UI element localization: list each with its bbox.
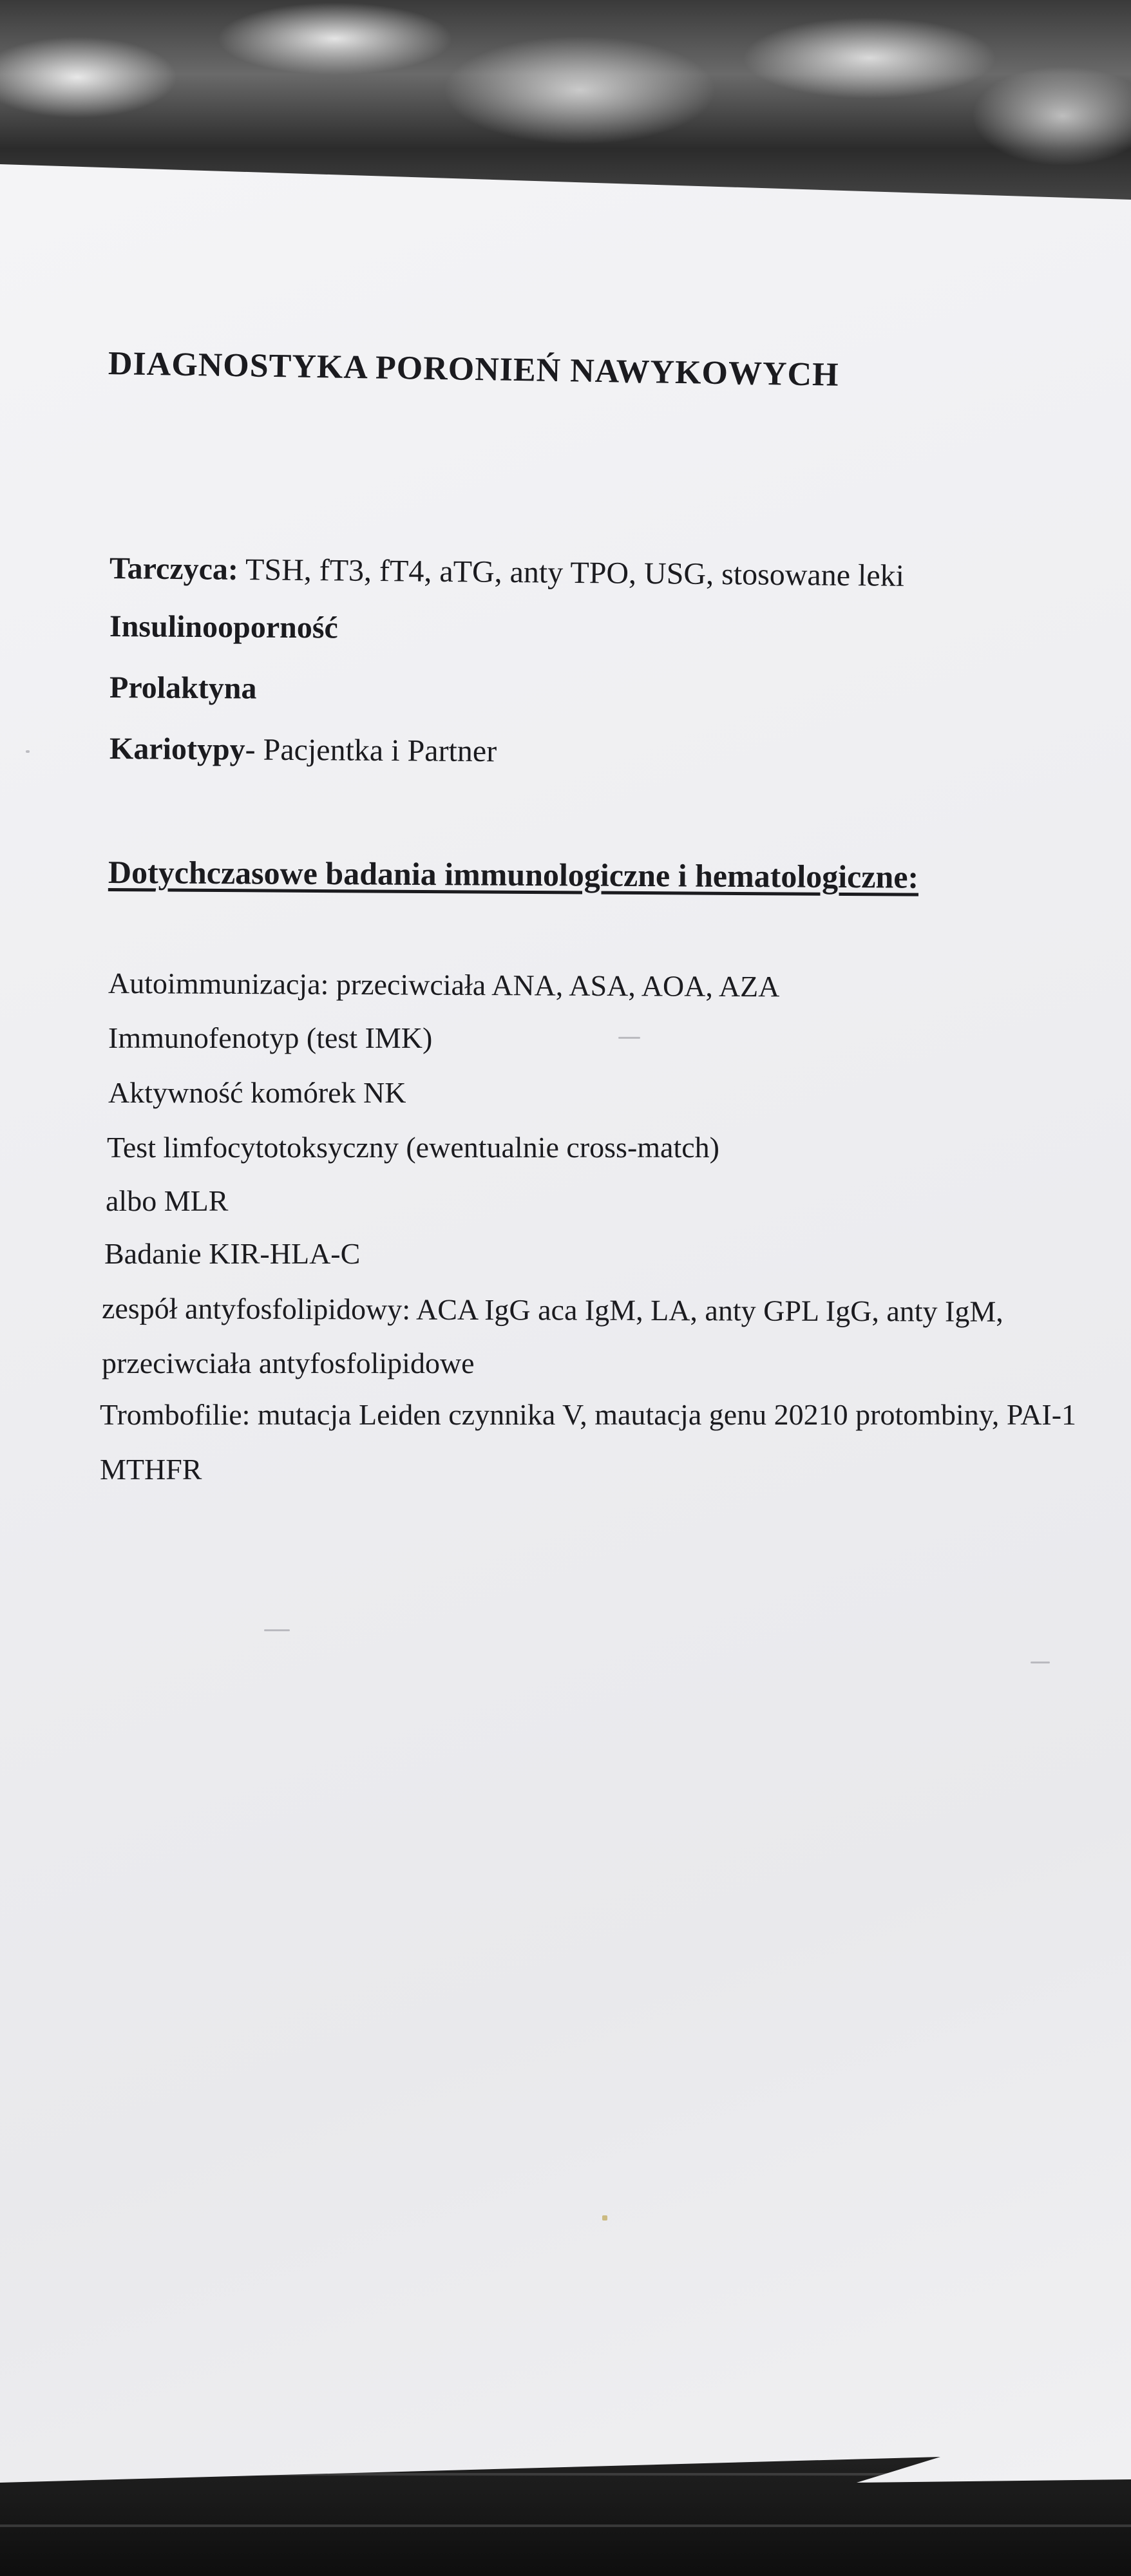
list-item: zespół antyfosfolipidowy: ACA IgG aca IgM, LA, anty GPL IgG, anty IgM,	[101, 1292, 1003, 1328]
paper-speck	[264, 1629, 290, 1631]
list-item: Test limfocytotoksyczny (ewentualnie cross-match)	[107, 1131, 719, 1164]
list-item: Badanie KIR-HLA-C	[104, 1237, 361, 1270]
list-item: MTHFR	[100, 1453, 202, 1486]
karyotypes-text: - Pacjentka i Partner	[245, 732, 497, 769]
prolactin-line: Prolaktyna	[109, 670, 257, 706]
immunology-section-heading: Dotychczasowe badania immunologiczne i hematologiczne:	[108, 854, 919, 895]
karyotypes-label: Kariotypy	[109, 732, 245, 767]
list-item: albo MLR	[106, 1184, 229, 1217]
paper-speck	[1031, 1662, 1050, 1663]
thyroid-tests: TSH, fT3, fT4, aTG, anty TPO, USG, stosowane leki	[238, 552, 905, 593]
karyotypes-line	[109, 731, 497, 769]
insulin-resistance-line: Insulinooporność	[109, 609, 338, 645]
paper-speck	[26, 750, 30, 753]
paper-speck	[618, 1037, 640, 1039]
list-item: Autoimmunizacja: przeciwciała ANA, ASA, AOA, AZA	[108, 967, 780, 1003]
list-item: Aktywność komórek NK	[108, 1076, 406, 1109]
thyroid-label: Tarczyca:	[109, 551, 239, 587]
list-item: przeciwciała antyfosfolipidowe	[102, 1347, 475, 1379]
list-item: Trombofilie: mutacja Leiden czynnika V, mautacja genu 20210 protombiny, PAI-1	[100, 1398, 1077, 1431]
paper-speck	[602, 2215, 607, 2221]
document-title: DIAGNOSTYKA PORONIEŃ NAWYKOWYCH	[108, 345, 839, 393]
list-item: Immunofenotyp (test IMK)	[108, 1021, 433, 1054]
